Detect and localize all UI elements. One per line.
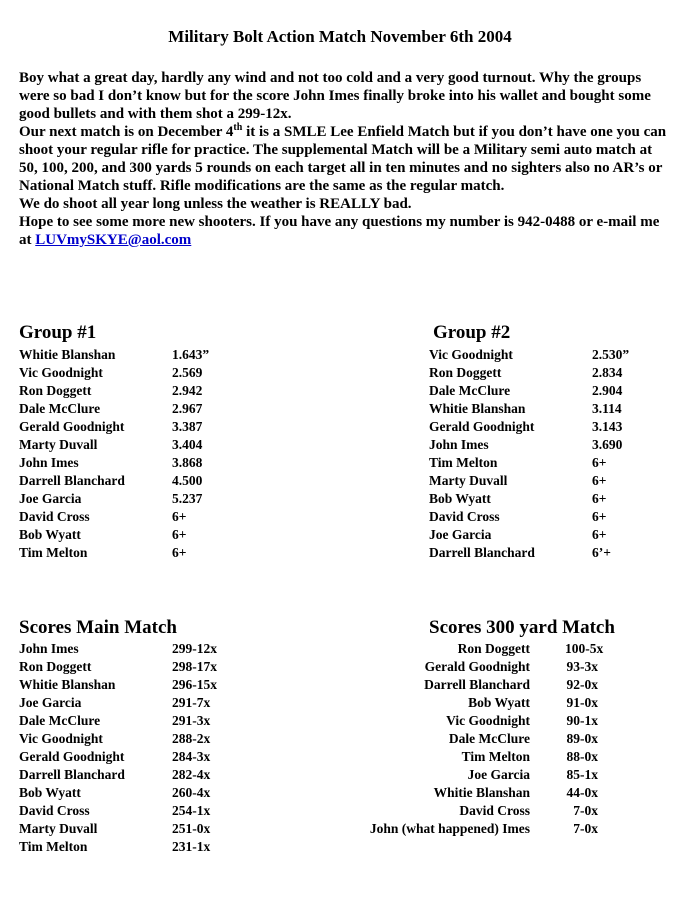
result-value: 288-2x <box>172 731 211 746</box>
table-row <box>19 364 239 382</box>
shooter-name: Darrell Blanchard <box>19 767 125 782</box>
table-row <box>402 694 628 712</box>
result-value: 7-0x <box>573 821 598 836</box>
shooter-name: Tim Melton <box>461 749 530 764</box>
result-value: 6+ <box>592 473 607 488</box>
intro-next-match-details: it is a SMLE Lee Enfield Match but if you don’t have one you can shoot your regular rifle for practice. The supplemental Match will be a Military semi auto match at 50, 100, 200, and 300 yards 5 rounds on each target all in ten minutes and no sighters also no AR’s or National Match stuff. Rifle modifications are the same as the regular match. <box>19 124 667 194</box>
table-row <box>19 490 239 508</box>
result-value: 3.114 <box>592 401 622 416</box>
shooter-name: Dale McClure <box>19 713 101 728</box>
shooter-name: Vic Goodnight <box>429 347 513 362</box>
result-value: 100-5x <box>565 641 604 656</box>
shooter-name: Joe Garcia <box>19 491 82 506</box>
result-value: 92-0x <box>566 677 598 692</box>
intro-paragraph-2 <box>19 123 669 195</box>
result-value: 4.500 <box>172 473 203 488</box>
result-value: 7-0x <box>573 803 598 818</box>
table-row <box>19 472 239 490</box>
group2-table <box>429 346 659 562</box>
table-row <box>429 526 659 544</box>
table-row <box>19 508 239 526</box>
shooter-name: Bob Wyatt <box>19 785 81 800</box>
table-row <box>429 382 659 400</box>
result-value: 89-0x <box>566 731 598 746</box>
result-value: 1.643” <box>172 347 210 362</box>
intro-paragraph-3: We do shoot all year long unless the weather is REALLY bad. <box>19 196 412 212</box>
table-row <box>19 766 249 784</box>
result-value: 260-4x <box>172 785 211 800</box>
table-row <box>402 640 628 658</box>
intro-paragraph-1: Boy what a great day, hardly any wind and not too cold and a very good turnout. Why the groups were so bad I don’t know but for the score John Imes finally broke into his wallet and bought some good bullets and with them shot a 299-12x. <box>19 70 651 122</box>
table-row <box>19 802 249 820</box>
shooter-name: Dale McClure <box>429 383 511 398</box>
shooter-name: Bob Wyatt <box>468 695 530 710</box>
result-value: 251-0x <box>172 821 211 836</box>
shooter-name: John Imes <box>429 437 489 452</box>
table-row <box>19 658 249 676</box>
shooter-name: David Cross <box>429 509 500 524</box>
table-row <box>19 526 239 544</box>
table-row <box>429 454 659 472</box>
shooter-name: Darrell Blanchard <box>19 473 125 488</box>
result-value: 299-12x <box>172 641 217 656</box>
result-value: 2.569 <box>172 365 203 380</box>
table-row <box>402 802 628 820</box>
intro-paragraph-4 <box>19 213 669 249</box>
result-value: 3.690 <box>592 437 623 452</box>
shooter-name: David Cross <box>19 509 90 524</box>
intro-next-match: Our next match is on December 4 <box>19 124 234 140</box>
result-value: 231-1x <box>172 839 211 854</box>
table-row <box>19 544 239 562</box>
table-row <box>19 820 249 838</box>
table-row <box>19 748 249 766</box>
table-row <box>19 382 239 400</box>
shooter-name: Dale McClure <box>448 731 530 746</box>
shooter-name: Bob Wyatt <box>429 491 491 506</box>
table-row <box>429 364 659 382</box>
table-row <box>19 694 249 712</box>
result-value: 5.237 <box>172 491 203 506</box>
table-row <box>402 712 628 730</box>
shooter-name: Marty Duvall <box>429 473 508 488</box>
table-row <box>402 730 628 748</box>
result-value: 254-1x <box>172 803 211 818</box>
table-row <box>429 490 659 508</box>
shooter-name: Dale McClure <box>19 401 101 416</box>
table-row <box>19 712 249 730</box>
table-row <box>429 436 659 454</box>
table-row <box>19 676 249 694</box>
shooter-name: Whitie Blanshan <box>19 677 116 692</box>
result-value: 2.967 <box>172 401 203 416</box>
table-row <box>19 346 239 364</box>
table-row <box>429 400 659 418</box>
shooter-name: Bob Wyatt <box>19 527 81 542</box>
result-value: 6+ <box>592 491 607 506</box>
shooter-name: Marty Duvall <box>19 437 98 452</box>
shooter-name: Gerald Goodnight <box>19 419 125 434</box>
table-row <box>402 766 628 784</box>
shooter-name: Tim Melton <box>19 839 88 854</box>
shooter-name: Tim Melton <box>19 545 88 560</box>
scores-300-table <box>369 640 628 838</box>
table-row <box>402 784 628 802</box>
shooter-name: Joe Garcia <box>19 695 82 710</box>
result-value: 85-1x <box>566 767 598 782</box>
group1-heading: Group #1 <box>19 322 97 343</box>
result-value: 88-0x <box>566 749 598 764</box>
intro-text <box>19 69 669 249</box>
shooter-name: Whitie Blanshan <box>19 347 116 362</box>
result-value: 6+ <box>172 545 187 560</box>
shooter-name: Vic Goodnight <box>19 731 103 746</box>
shooter-name: Joe Garcia <box>467 767 530 782</box>
result-value: 296-15x <box>172 677 217 692</box>
result-value: 6+ <box>172 509 187 524</box>
result-value: 6+ <box>592 455 607 470</box>
result-value: 282-4x <box>172 767 211 782</box>
intro-ordinal-suffix: th <box>233 122 243 133</box>
result-value: 6+ <box>592 527 607 542</box>
result-value: 2.942 <box>172 383 203 398</box>
result-value: 2.904 <box>592 383 623 398</box>
table-row <box>19 454 239 472</box>
result-value: 3.387 <box>172 419 203 434</box>
result-value: 91-0x <box>566 695 598 710</box>
table-row <box>369 820 628 838</box>
result-value: 2.834 <box>592 365 623 380</box>
result-value: 3.404 <box>172 437 203 452</box>
table-row <box>429 544 659 562</box>
group1-table <box>19 346 239 562</box>
group2-heading: Group #2 <box>433 322 511 343</box>
table-row <box>19 400 239 418</box>
result-value: 6’+ <box>592 545 611 560</box>
table-row <box>19 730 249 748</box>
shooter-name: Gerald Goodnight <box>424 659 530 674</box>
shooter-name: Whitie Blanshan <box>429 401 526 416</box>
table-row <box>402 658 628 676</box>
result-value: 90-1x <box>566 713 598 728</box>
table-row <box>429 418 659 436</box>
scores-main-table <box>19 640 249 856</box>
scores-300-heading: Scores 300 yard Match <box>429 617 615 638</box>
result-value: 291-7x <box>172 695 211 710</box>
shooter-name: Darrell Blanchard <box>429 545 535 560</box>
shooter-name: Gerald Goodnight <box>19 749 125 764</box>
result-value: 6+ <box>592 509 607 524</box>
result-value: 3.143 <box>592 419 623 434</box>
shooter-name: Marty Duvall <box>19 821 98 836</box>
table-row <box>402 676 628 694</box>
shooter-name: Gerald Goodnight <box>429 419 535 434</box>
scores-main-heading: Scores Main Match <box>19 617 177 638</box>
shooter-name: Vic Goodnight <box>446 713 530 728</box>
result-value: 2.530” <box>592 347 630 362</box>
table-row <box>402 748 628 766</box>
table-row <box>429 472 659 490</box>
table-row <box>429 346 659 364</box>
shooter-name: Darrell Blanchard <box>424 677 530 692</box>
table-row <box>429 508 659 526</box>
table-row <box>19 418 239 436</box>
shooter-name: Ron Doggett <box>429 365 502 380</box>
shooter-name: David Cross <box>19 803 90 818</box>
result-value: 6+ <box>172 527 187 542</box>
shooter-name: John Imes <box>19 641 79 656</box>
shooter-name: Whitie Blanshan <box>433 785 530 800</box>
shooter-name: Ron Doggett <box>19 659 92 674</box>
shooter-name: Ron Doggett <box>19 383 92 398</box>
shooter-name: David Cross <box>459 803 530 818</box>
table-row <box>19 784 249 802</box>
shooter-name: John (what happened) Imes <box>369 821 530 836</box>
shooter-name: John Imes <box>19 455 79 470</box>
result-value: 298-17x <box>172 659 217 674</box>
result-value: 93-3x <box>566 659 598 674</box>
shooter-name: Ron Doggett <box>457 641 530 656</box>
result-value: 284-3x <box>172 749 211 764</box>
result-value: 3.868 <box>172 455 203 470</box>
result-value: 44-0x <box>566 785 598 800</box>
shooter-name: Vic Goodnight <box>19 365 103 380</box>
email-link[interactable]: LUVmySKYE@aol.com <box>35 232 192 248</box>
table-row <box>19 640 249 658</box>
intro-contact: Hope to see some more new shooters. If you have any questions my number is 942-0488 or e-mail me at <box>19 214 660 248</box>
shooter-name: Joe Garcia <box>429 527 492 542</box>
shooter-name: Tim Melton <box>429 455 498 470</box>
result-value: 291-3x <box>172 713 211 728</box>
table-row <box>19 838 249 856</box>
table-row <box>19 436 239 454</box>
page-title: Military Bolt Action Match November 6th 2004 <box>168 27 512 46</box>
